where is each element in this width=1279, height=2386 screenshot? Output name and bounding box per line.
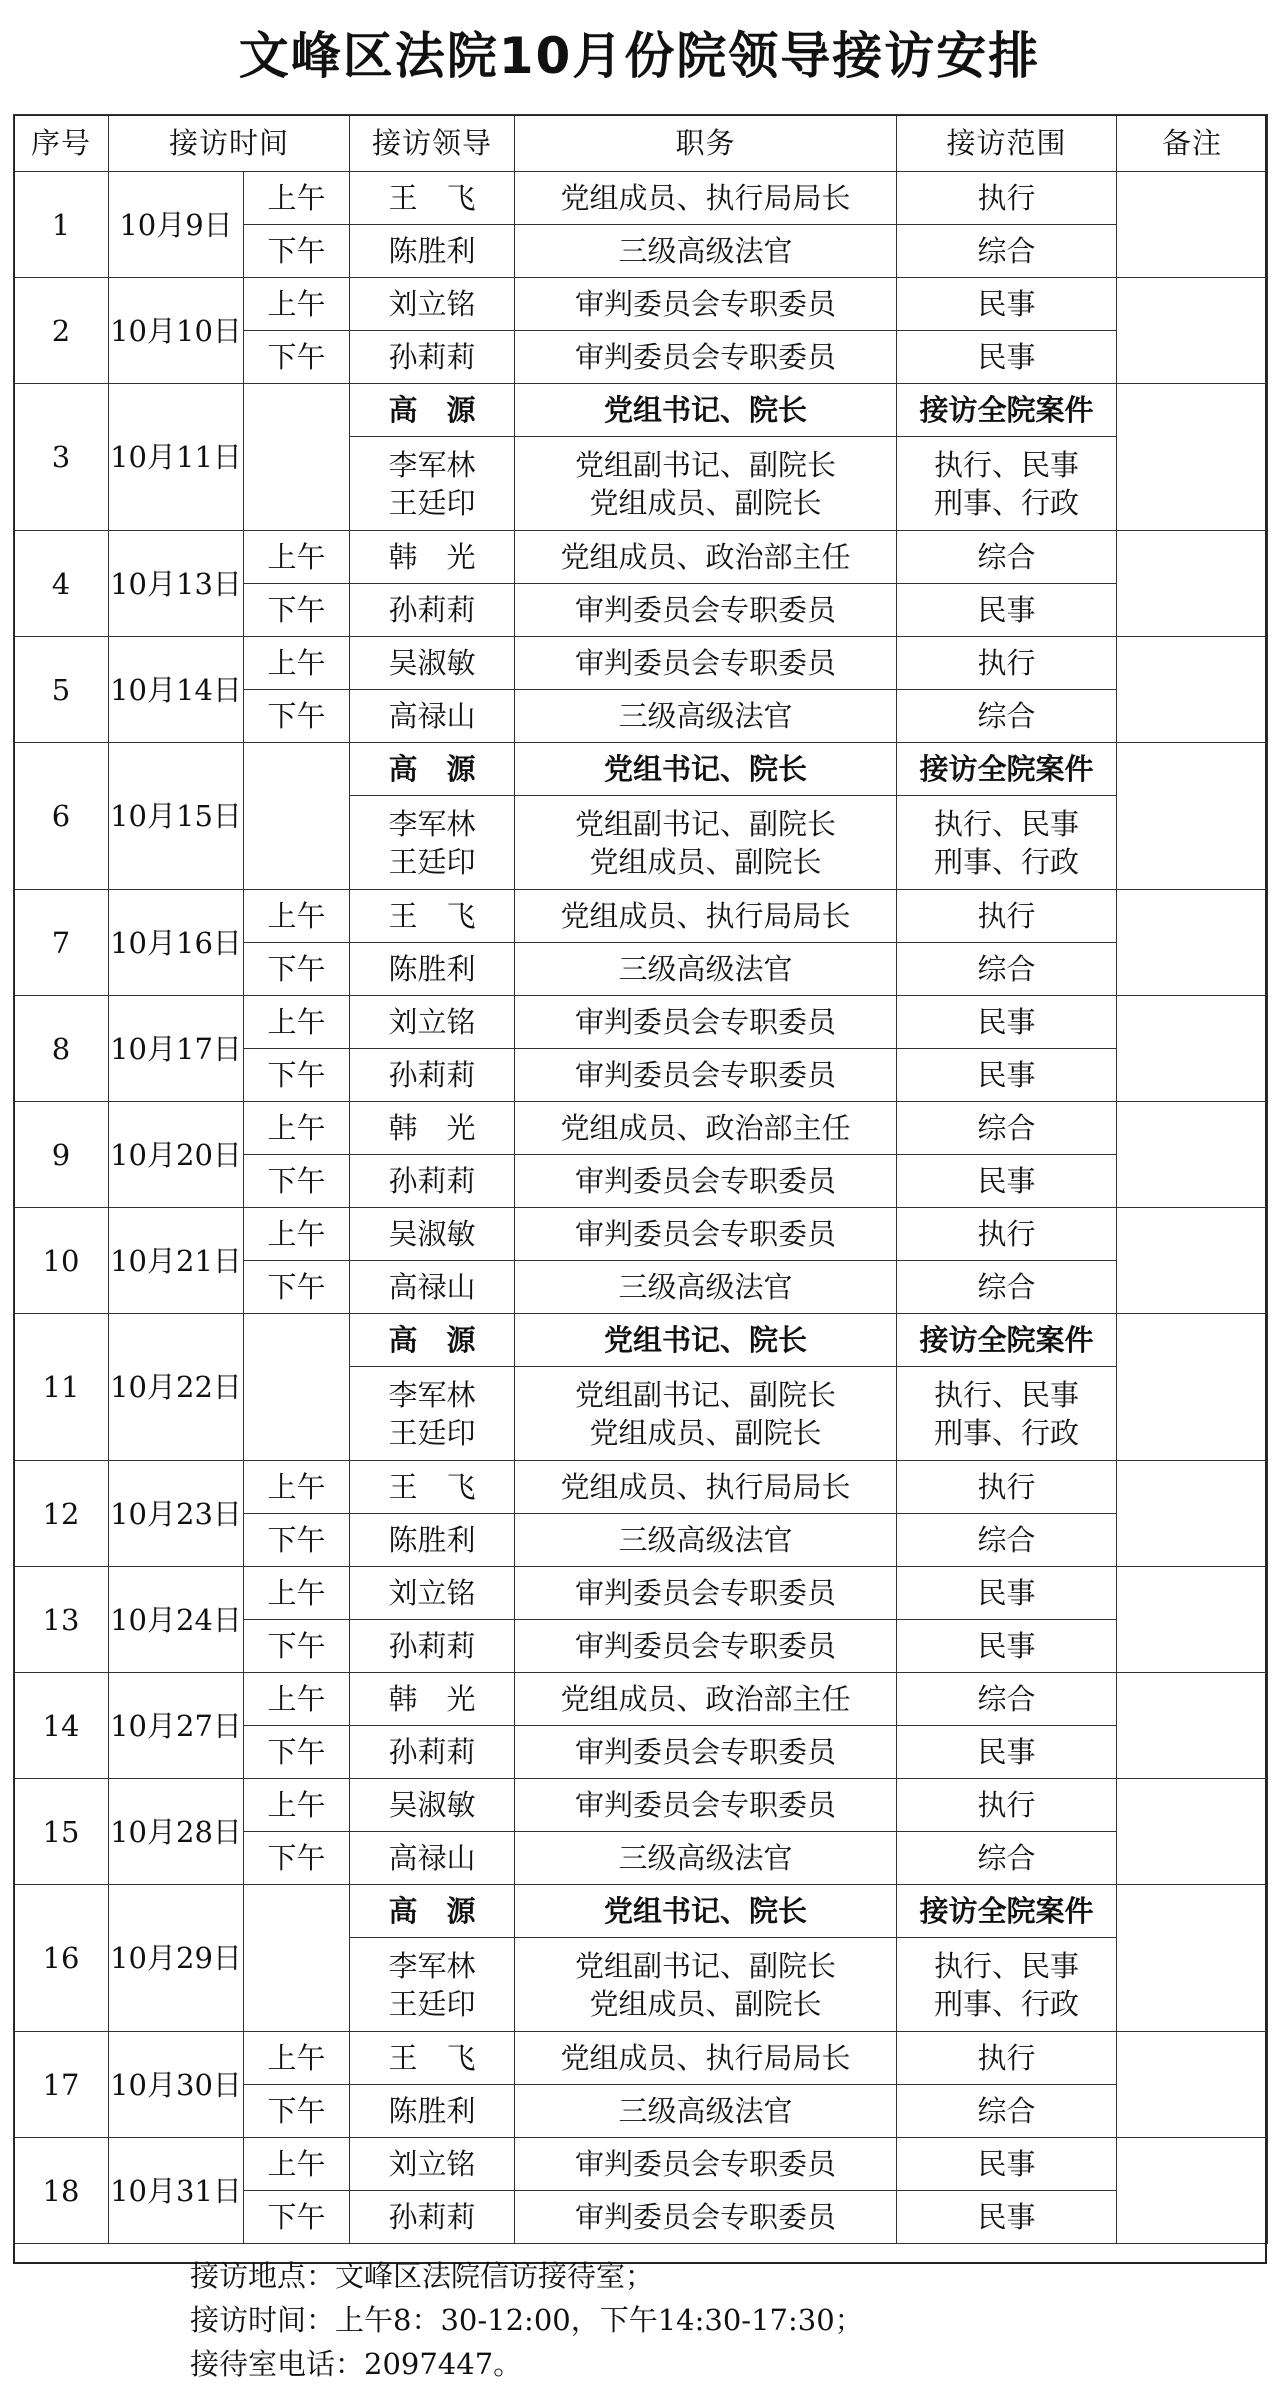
note-cell xyxy=(1117,531,1268,637)
period-cell: 下午 xyxy=(244,943,350,996)
leader-cell xyxy=(350,796,515,890)
leader-cell: 孙莉莉 xyxy=(350,1155,515,1208)
position-cell: 三级高级法官 xyxy=(515,1514,897,1567)
period-cell: 上午 xyxy=(244,1567,350,1620)
table-row xyxy=(14,278,1268,331)
leader-cell: 陈胜利 xyxy=(350,1514,515,1567)
header-row xyxy=(14,115,1268,172)
position-cell: 审判委员会专职委员 xyxy=(515,1155,897,1208)
scope-cell: 综合 xyxy=(897,531,1117,584)
scope-cell: 综合 xyxy=(897,690,1117,743)
table-row xyxy=(14,531,1268,584)
scope-cell-line: 刑事、行政 xyxy=(934,1986,1080,2021)
leader-cell: 孙莉莉 xyxy=(350,331,515,384)
note-cell xyxy=(1117,1461,1268,1567)
position-cell: 党组成员、执行局局长 xyxy=(515,172,897,225)
scope-cell: 综合 xyxy=(897,1102,1117,1155)
period-cell: 下午 xyxy=(244,1620,350,1673)
position-cell: 审判委员会专职委员 xyxy=(515,1049,897,1102)
table-row xyxy=(14,1102,1268,1155)
position-cell: 审判委员会专职委员 xyxy=(515,1726,897,1779)
leader-cell: 高禄山 xyxy=(350,1832,515,1885)
position-cell: 三级高级法官 xyxy=(515,2085,897,2138)
footer-location: 接访地点：文峰区法院信访接待室； xyxy=(190,2259,655,2293)
leader-cell: 高 源 xyxy=(350,1885,515,1938)
period-cell: 下午 xyxy=(244,1514,350,1567)
position-cell xyxy=(515,437,897,531)
seq-cell: 7 xyxy=(14,890,109,996)
table-row xyxy=(14,1567,1268,1620)
leader-cell: 孙莉莉 xyxy=(350,584,515,637)
period-cell: 下午 xyxy=(244,2085,350,2138)
position-cell: 党组成员、执行局局长 xyxy=(515,1461,897,1514)
position-cell: 党组成员、政治部主任 xyxy=(515,531,897,584)
footer-hours: 接访时间：上午8：30-12:00，下午14:30-17:30； xyxy=(190,2303,864,2337)
seq-cell: 2 xyxy=(14,278,109,384)
note-cell xyxy=(1117,384,1268,531)
date-cell: 10月27日 xyxy=(109,1673,244,1779)
scope-cell: 执行 xyxy=(897,637,1117,690)
header-scope: 接访范围 xyxy=(897,115,1117,172)
position-cell-line: 党组成员、副院长 xyxy=(589,1986,822,2021)
date-cell: 10月16日 xyxy=(109,890,244,996)
position-cell: 三级高级法官 xyxy=(515,943,897,996)
leader-cell: 高 源 xyxy=(350,1314,515,1367)
seq-cell: 16 xyxy=(14,1885,109,2032)
seq-cell: 5 xyxy=(14,637,109,743)
scope-cell: 民事 xyxy=(897,331,1117,384)
note-cell xyxy=(1117,1208,1268,1314)
period-cell: 下午 xyxy=(244,1155,350,1208)
position-cell-line: 党组副书记、副院长 xyxy=(575,447,837,482)
header-position: 职务 xyxy=(515,115,897,172)
period-cell: 下午 xyxy=(244,1832,350,1885)
date-cell: 10月21日 xyxy=(109,1208,244,1314)
seq-cell: 17 xyxy=(14,2032,109,2138)
seq-cell: 11 xyxy=(14,1314,109,1461)
date-cell: 10月28日 xyxy=(109,1779,244,1885)
leader-cell: 吴淑敏 xyxy=(350,1779,515,1832)
leader-cell-line: 李军林 xyxy=(388,1948,476,1983)
date-cell: 10月15日 xyxy=(109,743,244,890)
note-cell xyxy=(1117,2138,1268,2244)
table-row xyxy=(14,1673,1268,1726)
position-cell xyxy=(515,1938,897,2032)
leader-cell: 孙莉莉 xyxy=(350,1049,515,1102)
scope-cell: 民事 xyxy=(897,1049,1117,1102)
table-row xyxy=(14,890,1268,943)
leader-cell: 孙莉莉 xyxy=(350,1726,515,1779)
scope-cell: 民事 xyxy=(897,2138,1117,2191)
scope-cell-line: 刑事、行政 xyxy=(934,1415,1080,1450)
scope-cell xyxy=(897,796,1117,890)
period-cell: 下午 xyxy=(244,690,350,743)
scope-cell-line: 执行、民事 xyxy=(934,806,1080,841)
scope-cell: 执行 xyxy=(897,172,1117,225)
leader-cell: 王 飞 xyxy=(350,172,515,225)
date-cell: 10月23日 xyxy=(109,1461,244,1567)
table-row xyxy=(14,2032,1268,2085)
note-cell xyxy=(1117,172,1268,278)
leader-cell: 刘立铭 xyxy=(350,278,515,331)
seq-cell: 3 xyxy=(14,384,109,531)
scope-cell: 综合 xyxy=(897,1261,1117,1314)
period-cell: 上午 xyxy=(244,1461,350,1514)
period-cell: 上午 xyxy=(244,2032,350,2085)
leader-cell: 韩 光 xyxy=(350,1102,515,1155)
note-cell xyxy=(1117,1885,1268,2032)
seq-cell: 15 xyxy=(14,1779,109,1885)
leader-cell: 刘立铭 xyxy=(350,1567,515,1620)
position-cell: 审判委员会专职委员 xyxy=(515,1620,897,1673)
leader-cell: 陈胜利 xyxy=(350,943,515,996)
schedule-body xyxy=(14,172,1268,2244)
table-row xyxy=(14,743,1268,796)
header-note: 备注 xyxy=(1117,115,1268,172)
leader-cell: 刘立铭 xyxy=(350,2138,515,2191)
leader-cell xyxy=(350,1938,515,2032)
period-cell: 下午 xyxy=(244,331,350,384)
seq-cell: 13 xyxy=(14,1567,109,1673)
leader-cell: 高 源 xyxy=(350,743,515,796)
scope-cell-line: 执行、民事 xyxy=(934,1948,1080,1983)
period-cell: 上午 xyxy=(244,278,350,331)
position-cell-line: 党组副书记、副院长 xyxy=(575,1377,837,1412)
leader-cell-line: 李军林 xyxy=(388,806,476,841)
leader-cell: 吴淑敏 xyxy=(350,637,515,690)
period-cell: 下午 xyxy=(244,1049,350,1102)
date-cell: 10月9日 xyxy=(109,172,244,278)
scope-cell: 综合 xyxy=(897,1514,1117,1567)
scope-cell: 接访全院案件 xyxy=(897,1314,1117,1367)
leader-cell: 高 源 xyxy=(350,384,515,437)
seq-cell: 4 xyxy=(14,531,109,637)
header-time: 接访时间 xyxy=(109,115,350,172)
date-cell: 10月14日 xyxy=(109,637,244,743)
leader-cell: 高禄山 xyxy=(350,690,515,743)
position-cell: 党组书记、院长 xyxy=(515,1885,897,1938)
leader-cell xyxy=(350,1367,515,1461)
period-cell: 上午 xyxy=(244,1779,350,1832)
table-row xyxy=(14,2138,1268,2191)
seq-cell: 12 xyxy=(14,1461,109,1567)
scope-cell: 民事 xyxy=(897,1155,1117,1208)
scope-cell: 执行 xyxy=(897,1779,1117,1832)
date-cell: 10月29日 xyxy=(109,1885,244,2032)
period-cell: 下午 xyxy=(244,584,350,637)
scope-cell: 民事 xyxy=(897,2191,1117,2244)
note-cell xyxy=(1117,890,1268,996)
leader-cell: 韩 光 xyxy=(350,531,515,584)
position-cell-line: 党组成员、副院长 xyxy=(589,1415,822,1450)
scope-cell: 综合 xyxy=(897,943,1117,996)
leader-cell-line: 王廷印 xyxy=(388,485,476,520)
position-cell-line: 党组副书记、副院长 xyxy=(575,1948,837,1983)
period-cell: 下午 xyxy=(244,2191,350,2244)
period-cell: 上午 xyxy=(244,637,350,690)
note-cell xyxy=(1117,1567,1268,1673)
table-row xyxy=(14,637,1268,690)
date-cell: 10月22日 xyxy=(109,1314,244,1461)
scope-cell xyxy=(897,437,1117,531)
seq-cell: 10 xyxy=(14,1208,109,1314)
scope-cell: 民事 xyxy=(897,278,1117,331)
position-cell-line: 党组成员、副院长 xyxy=(589,485,822,520)
note-cell xyxy=(1117,2032,1268,2138)
scope-cell: 民事 xyxy=(897,584,1117,637)
header-leader: 接访领导 xyxy=(350,115,515,172)
date-cell: 10月30日 xyxy=(109,2032,244,2138)
date-cell: 10月10日 xyxy=(109,278,244,384)
scope-cell xyxy=(897,1367,1117,1461)
document-title: 文峰区法院10月份院领导接访安排 xyxy=(238,27,1041,85)
scope-cell: 民事 xyxy=(897,1620,1117,1673)
scope-cell: 执行 xyxy=(897,1461,1117,1514)
position-cell: 审判委员会专职委员 xyxy=(515,278,897,331)
footer-phone: 接待室电话：2097447。 xyxy=(190,2347,523,2381)
period-cell-empty xyxy=(244,743,350,890)
scope-cell-line: 刑事、行政 xyxy=(934,485,1080,520)
note-cell xyxy=(1117,1673,1268,1779)
position-cell: 审判委员会专职委员 xyxy=(515,637,897,690)
seq-cell: 9 xyxy=(14,1102,109,1208)
period-cell: 上午 xyxy=(244,2138,350,2191)
leader-cell: 孙莉莉 xyxy=(350,1620,515,1673)
position-cell: 审判委员会专职委员 xyxy=(515,2138,897,2191)
position-cell: 党组成员、执行局局长 xyxy=(515,890,897,943)
scope-cell-line: 执行、民事 xyxy=(934,447,1080,482)
period-cell: 上午 xyxy=(244,531,350,584)
leader-cell-line: 李军林 xyxy=(388,1377,476,1412)
scope-cell: 综合 xyxy=(897,1673,1117,1726)
date-cell: 10月13日 xyxy=(109,531,244,637)
position-cell: 三级高级法官 xyxy=(515,1832,897,1885)
position-cell: 党组书记、院长 xyxy=(515,384,897,437)
seq-cell: 1 xyxy=(14,172,109,278)
note-cell xyxy=(1117,1102,1268,1208)
seq-cell: 18 xyxy=(14,2138,109,2244)
period-cell: 上午 xyxy=(244,172,350,225)
position-cell: 三级高级法官 xyxy=(515,690,897,743)
period-cell-empty xyxy=(244,384,350,531)
leader-cell: 王 飞 xyxy=(350,890,515,943)
scope-cell-line: 刑事、行政 xyxy=(934,844,1080,879)
scope-cell: 综合 xyxy=(897,2085,1117,2138)
position-cell: 党组成员、政治部主任 xyxy=(515,1673,897,1726)
position-cell: 审判委员会专职委员 xyxy=(515,2191,897,2244)
leader-cell xyxy=(350,437,515,531)
date-cell: 10月20日 xyxy=(109,1102,244,1208)
period-cell: 上午 xyxy=(244,890,350,943)
period-cell: 上午 xyxy=(244,996,350,1049)
position-cell: 审判委员会专职委员 xyxy=(515,1567,897,1620)
position-cell: 三级高级法官 xyxy=(515,1261,897,1314)
position-cell: 审判委员会专职委员 xyxy=(515,584,897,637)
scope-cell: 执行 xyxy=(897,1208,1117,1261)
table-row xyxy=(14,1461,1268,1514)
scope-cell: 民事 xyxy=(897,996,1117,1049)
scope-cell xyxy=(897,1938,1117,2032)
position-cell xyxy=(515,1367,897,1461)
leader-cell: 孙莉莉 xyxy=(350,2191,515,2244)
scope-cell: 接访全院案件 xyxy=(897,743,1117,796)
leader-cell: 陈胜利 xyxy=(350,2085,515,2138)
position-cell: 审判委员会专职委员 xyxy=(515,1208,897,1261)
date-cell: 10月11日 xyxy=(109,384,244,531)
period-cell: 上午 xyxy=(244,1102,350,1155)
footer-notes xyxy=(190,2254,864,2386)
schedule-table xyxy=(13,114,1268,2244)
position-cell: 审判委员会专职委员 xyxy=(515,1779,897,1832)
position-cell-line: 党组副书记、副院长 xyxy=(575,806,837,841)
header-seq: 序号 xyxy=(14,115,109,172)
note-cell xyxy=(1117,1779,1268,1885)
leader-cell-line: 李军林 xyxy=(388,447,476,482)
scope-cell: 执行 xyxy=(897,2032,1117,2085)
table-row xyxy=(14,1208,1268,1261)
note-cell xyxy=(1117,743,1268,890)
position-cell: 党组书记、院长 xyxy=(515,743,897,796)
note-cell xyxy=(1117,996,1268,1102)
period-cell: 下午 xyxy=(244,225,350,278)
date-cell: 10月24日 xyxy=(109,1567,244,1673)
seq-cell: 14 xyxy=(14,1673,109,1779)
leader-cell: 陈胜利 xyxy=(350,225,515,278)
period-cell: 下午 xyxy=(244,1726,350,1779)
leader-cell: 刘立铭 xyxy=(350,996,515,1049)
position-cell: 党组书记、院长 xyxy=(515,1314,897,1367)
period-cell: 下午 xyxy=(244,1261,350,1314)
period-cell: 上午 xyxy=(244,1208,350,1261)
position-cell: 三级高级法官 xyxy=(515,225,897,278)
period-cell-empty xyxy=(244,1314,350,1461)
scope-cell: 民事 xyxy=(897,1726,1117,1779)
leader-cell: 吴淑敏 xyxy=(350,1208,515,1261)
date-cell: 10月17日 xyxy=(109,996,244,1102)
scope-cell: 接访全院案件 xyxy=(897,384,1117,437)
period-cell: 上午 xyxy=(244,1673,350,1726)
leader-cell-line: 王廷印 xyxy=(388,1415,476,1450)
leader-cell-line: 王廷印 xyxy=(388,1986,476,2021)
leader-cell: 王 飞 xyxy=(350,2032,515,2085)
position-cell-line: 党组成员、副院长 xyxy=(589,844,822,879)
scope-cell: 综合 xyxy=(897,1832,1117,1885)
table-row xyxy=(14,1779,1268,1832)
leader-cell: 韩 光 xyxy=(350,1673,515,1726)
position-cell xyxy=(515,796,897,890)
seq-cell: 8 xyxy=(14,996,109,1102)
table-row xyxy=(14,1314,1268,1367)
table-row xyxy=(14,172,1268,225)
position-cell: 党组成员、政治部主任 xyxy=(515,1102,897,1155)
period-cell-empty xyxy=(244,1885,350,2032)
seq-cell: 6 xyxy=(14,743,109,890)
leader-cell-line: 王廷印 xyxy=(388,844,476,879)
note-cell xyxy=(1117,1314,1268,1461)
position-cell: 审判委员会专职委员 xyxy=(515,996,897,1049)
note-cell xyxy=(1117,637,1268,743)
position-cell: 审判委员会专职委员 xyxy=(515,331,897,384)
table-row xyxy=(14,996,1268,1049)
note-cell xyxy=(1117,278,1268,384)
leader-cell: 王 飞 xyxy=(350,1461,515,1514)
table-row xyxy=(14,1885,1268,1938)
scope-cell: 综合 xyxy=(897,225,1117,278)
leader-cell: 高禄山 xyxy=(350,1261,515,1314)
scope-cell: 执行 xyxy=(897,890,1117,943)
scope-cell-line: 执行、民事 xyxy=(934,1377,1080,1412)
table-row xyxy=(14,384,1268,437)
date-cell: 10月31日 xyxy=(109,2138,244,2244)
scope-cell: 接访全院案件 xyxy=(897,1885,1117,1938)
position-cell: 党组成员、执行局局长 xyxy=(515,2032,897,2085)
scope-cell: 民事 xyxy=(897,1567,1117,1620)
